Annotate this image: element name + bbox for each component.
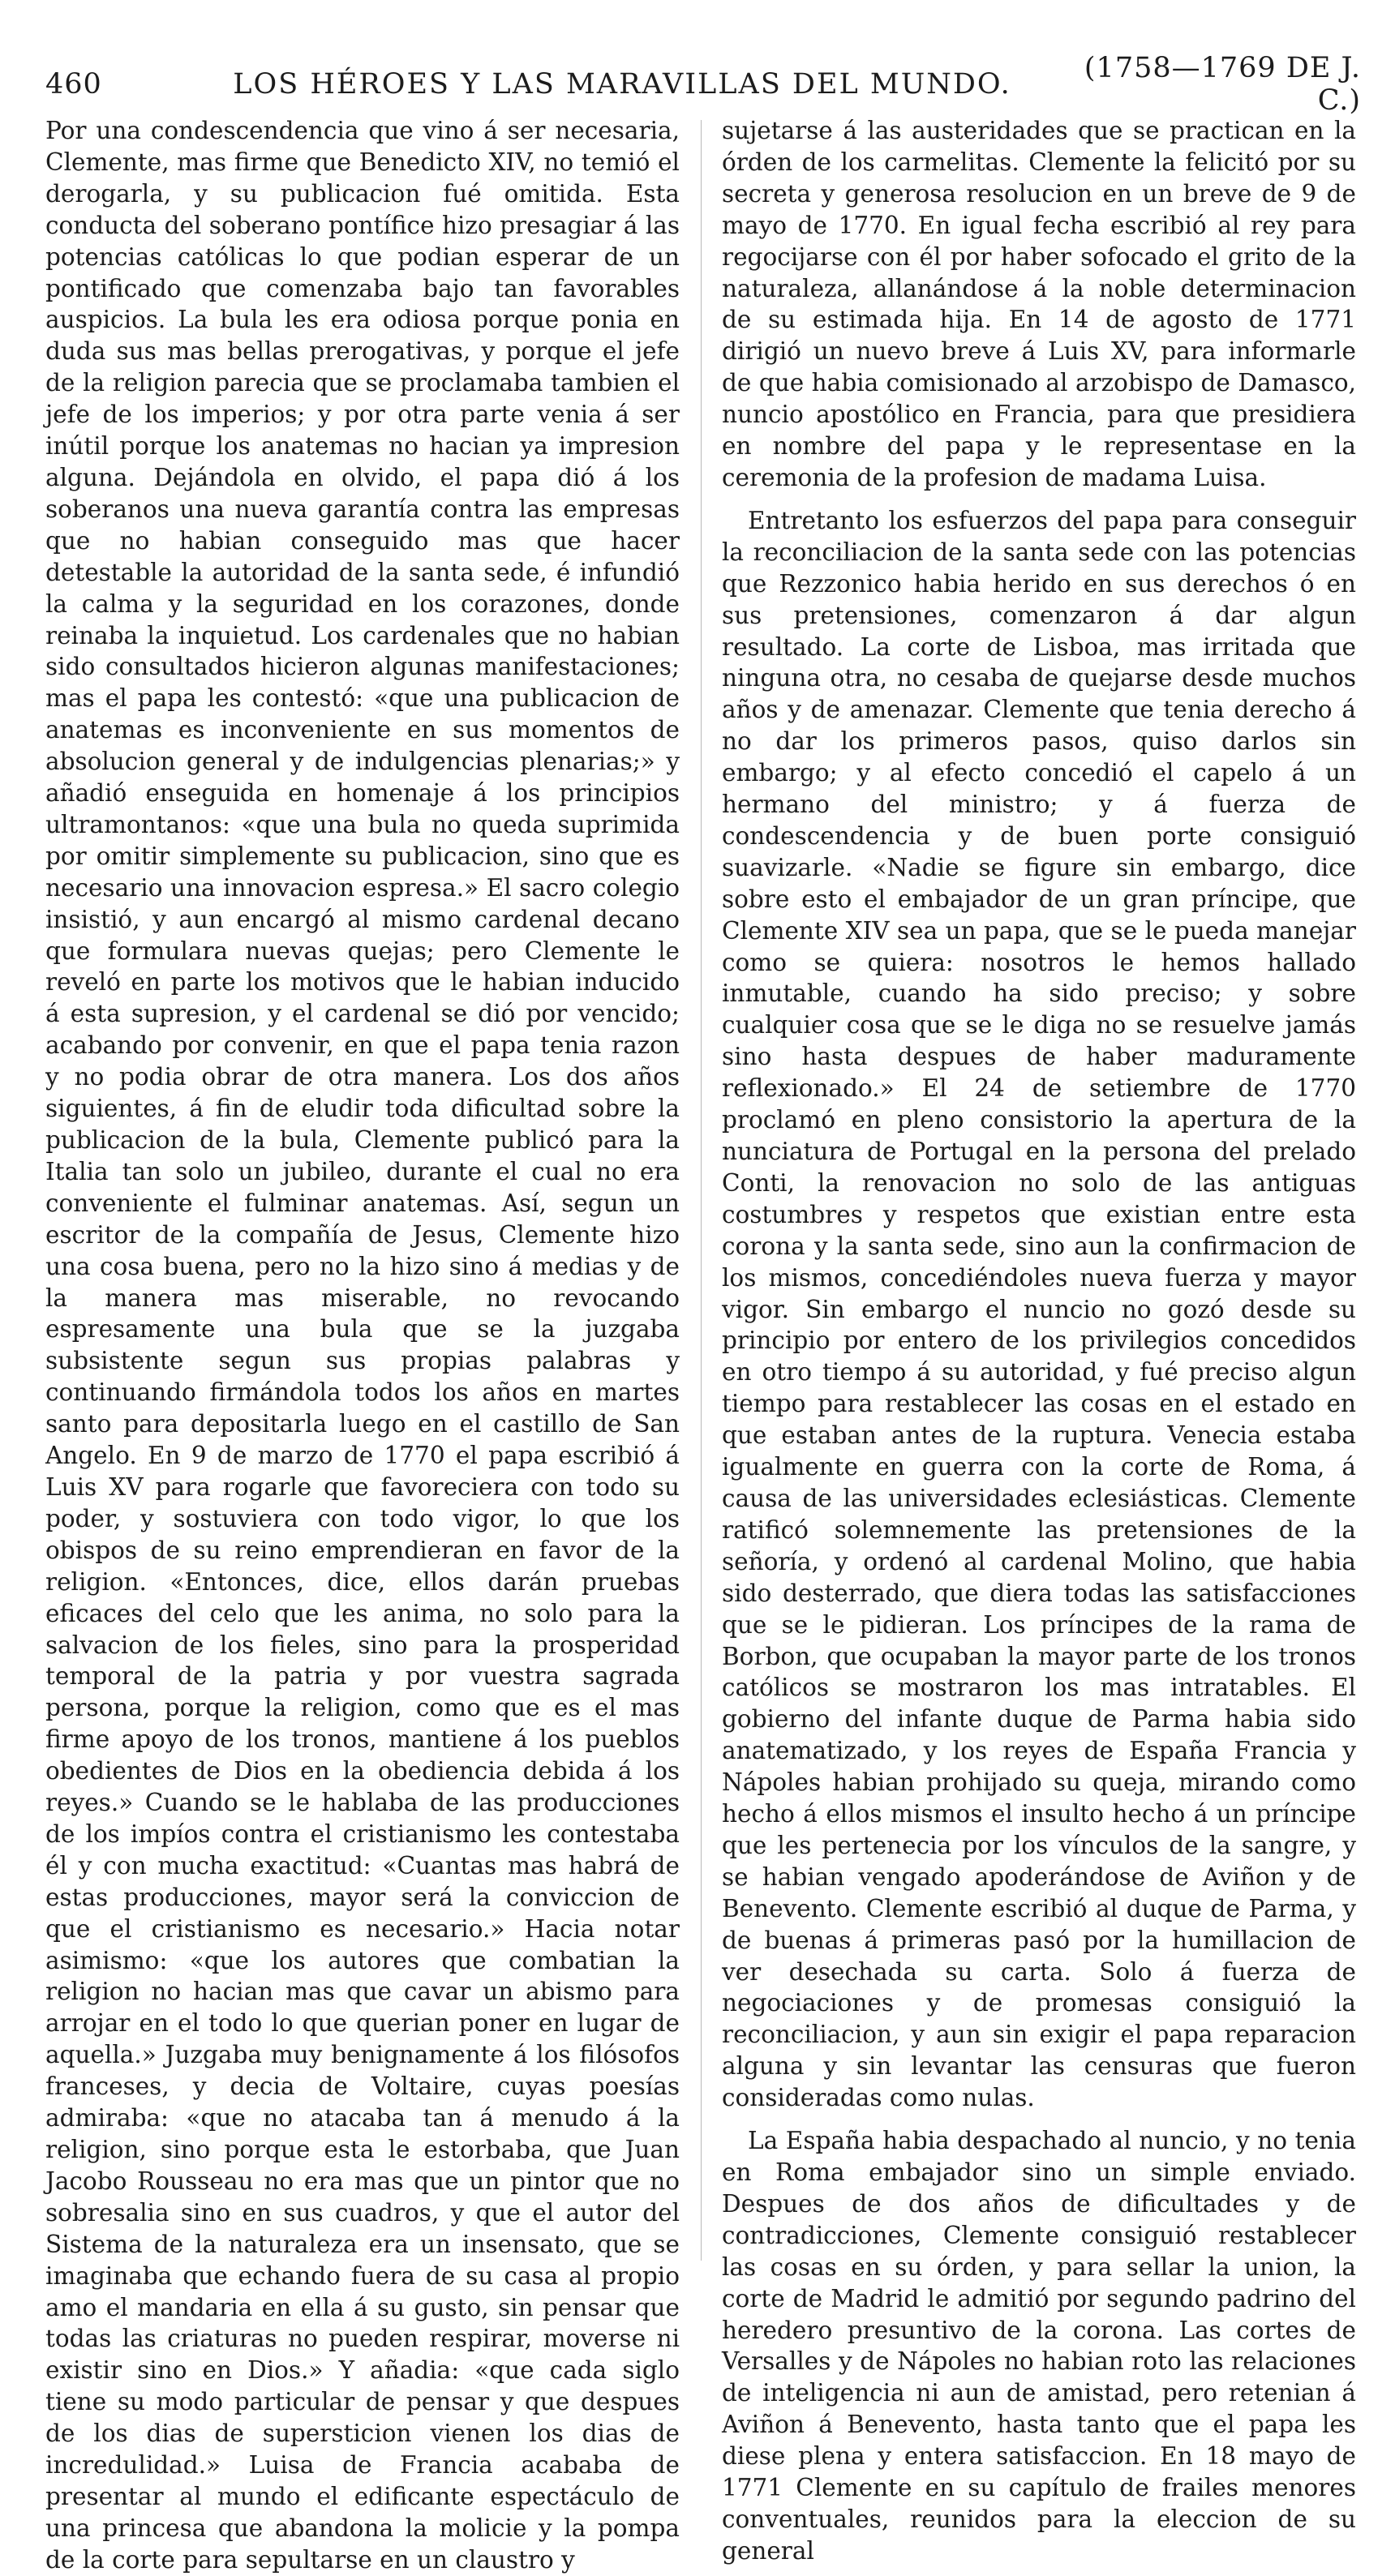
paragraph: La España habia despachado al nuncio, y no tenia en Roma embajador sino un simple enviado. Despues de dos años de dificultades y de contradicciones, Clemente consiguió restablecer las cosas en su órden, y para sellar la union, la corte de Madrid le admitió por segundo padrino del heredero presuntivo de la corona. Las cortes de Versalles y de Nápoles no habian roto las relaciones de inteligencia ni aun de amistad, pero retenian á Aviñon á Benevento, hasta tanto que el papa les diese plena y entera satisfaccion. En 18 mayo de 1771 Clemente en su capítulo de frailes menores conventuales, reunidos para la eleccion de su general xyxy=(722,2127,1356,2565)
date-range: (1758—1769 DE J. C.) xyxy=(1084,52,1361,117)
right-column xyxy=(722,115,1356,2565)
page-number: 460 xyxy=(45,68,102,101)
paragraph: Entretanto los esfuerzos del papa para conseguir la reconciliacion de la santa sede con las potencias que Rezzonico habia herido en sus derechos ó en sus pretensiones, comenzaron á dar algun resultado. La corte de Lisboa, mas irritada que ninguna otra, no cesaba de quejarse desde muchos años y de amenazar. Clemente que tenia derecho á no dar los primeros pasos, quiso darlos sin embargo; y al efecto concedió el capelo á un hermano del ministro; y á fuerza de condescendencia y de buen porte consiguió suavizarle. «Nadie se figure sin embargo, dice sobre esto el embajador de un gran príncipe, que Clemente XIV sea un papa, que se le pueda manejar como se quiera: nosotros le hemos hallado inmutable, cuando ha sido preciso; y sobre cualquier cosa que se le diga no se resuelve jamás sino hasta despues de haber maduramente reflexionado.» El 24 de setiembre de 1770 proclamó en pleno consistorio la apertura de la nunciatura de Portugal en la persona del prelado Conti, la renovacion no solo de las antiguas costumbres y respetos que existian entre esta corona y la santa sede, sino aun la confirmacion de los mismos, concediéndoles nueva fuerza y mayor vigor. Sin embargo el nuncio no gozó desde su principio por entero de los privilegios concedidos en otro tiempo á su autoridad, y fué preciso algun tiempo para restablecer las cosas en el estado en que estaban antes de la ruptura. Venecia estaba igualmente en guerra con la corte de Roma, á causa de las universidades eclesiásticas. Clemente ratificó solemnemente las pretensiones de la señoría, y ordenó al cardenal Molino, que habia sido desterrado, que diera todas las satisfacciones que se le pidieran. Los príncipes de la rama de Borbon, que ocupaban la mayor parte de los tronos católicos se mostraron los mas intratables. El gobierno del infante duque de Parma habia sido anatematizado, y los reyes de España Francia y Nápoles habian prohijado su queja, mirando como hecho á ellos mismos el insulto hecho á un príncipe que les pertenecia por los vínculos de la sangre, y se habian vengado apoderándose de Aviñon y de Benevento. Clemente escribió al duque de Parma, y de buenas á primeras pasó por la humillacion de ver desechada su carta. Solo á fuerza de negociaciones y de promesas consiguió la reconciliacion, y aun sin exigir el papa reparacion alguna y sin levantar las censuras que fueron consideradas como nulas. xyxy=(722,506,1356,2112)
running-header xyxy=(45,52,1361,117)
running-title: LOS HÉROES Y LAS MARAVILLAS DEL MUNDO. xyxy=(233,68,1011,101)
paragraph: sujetarse á las austeridades que se practican en la órden de los carmelitas. Clemente la felicitó por su secreta y generosa resolucion en un breve de 9 de mayo de 1770. En igual fecha escribió al rey para regocijarse con él por haber sofocado el grito de la naturaleza, allanándose á la noble determinacion de su estimada hija. En 14 de agosto de 1771 dirigió un nuevo breve á Luis XV, para informarle de que habia comisionado al arzobispo de Damasco, nuncio apostólico en Francia, para que presidiera en nombre del papa y le representase en la ceremonia de la profesion de madama Luisa. xyxy=(722,117,1356,491)
paragraph: Por una condescendencia que vino á ser necesaria, Clemente, mas firme que Benedicto XIV, no temió el derogarla, y su publicacion fué omitida. Esta conducta del soberano pontífice hizo presagiar á las potencias católicas lo que podian esperar de un pontificado que comenzaba bajo tan favorables auspicios. La bula les era odiosa porque ponia en duda sus mas bellas prerogativas, y porque el jefe de la religion parecia que se proclamaba tambien el jefe de los imperios; y por otra parte venia á ser inútil porque los anatemas no hacian ya impresion alguna. Dejándola en olvido, el papa dió á los soberanos una nueva garantía contra las empresas que no habian conseguido mas que hacer detestable la autoridad de la santa sede, é infundió la calma y la seguridad en los corazones, donde reinaba la inquietud. Los cardenales que no habian sido consultados hicieron algunas manifestaciones; mas el papa les contestó: «que una publicacion de anatemas es inconveniente en sus momentos de absolucion general y de indulgencias plenarias;» y añadió enseguida en homenaje á los principios ultramontanos: «que una bula no queda suprimida por omitir simplemente su publicacion, sino que es necesario una innovacion espresa.» El sacro colegio insistió, y aun encargó al mismo cardenal decano que formulara nuevas quejas; pero Clemente le reveló en parte los motivos que le habian inducido á esta supresion, y el cardenal se dió por vencido; acabando por convenir, en que el papa tenia razon y no podia obrar de otra manera. Los dos años siguientes, á fin de eludir toda dificultad sobre la publicacion de la bula, Clemente publicó para la Italia tan solo un jubileo, durante el cual no era conveniente el fulminar anatemas. Así, segun un escritor de la compañía de Jesus, Clemente hizo una cosa buena, pero no la hizo sino á medias y de la manera mas miserable, no revocando espresamente una bula que se la juzgaba subsistente segun sus propias palabras y continuando firmándola todos los años en martes santo para depositarla luego en el castillo de San Angelo. En 9 de marzo de 1770 el papa escribió á Luis XV para rogarle que favoreciera con todo su poder, y sostuviera con todo vigor, lo que los obispos de su reino emprendieran en favor de la religion. «Entonces, dice, ellos darán pruebas eficaces del celo que les anima, no solo para la salvacion de los fieles, sino para la prosperidad temporal de la patria y por vuestra sagrada persona, porque la religion, como que es el mas firme apoyo de los tronos, mantiene á los pueblos obedientes de Dios en la obediencia debida á los reyes.» Cuando se le hablaba de las producciones de los impíos contra el cristianismo les contestaba él y con mucha exactitud: «Cuantas mas habrá de estas producciones, mayor será la conviccion de que el cristianismo es necesario.» Hacia notar asimismo: «que los autores que combatian la religion no hacian mas que cavar un abismo para arrojar en el todo lo que querian poner en lugar de aquella.» Juzgaba muy benignamente á los filósofos franceses, y decia de Voltaire, cuyas poesías admiraba: «que no atacaba tan á menudo á la religion, sino porque esta le estorbaba, que Juan Jacobo Rousseau no era mas que un pintor que no sobresalia sino en sus cuadros, y que el autor del Sistema de la naturaleza era un insensato, que se imaginaba que echando fuera de su casa al propio amo el mandaria en ella á su gusto, sin pensar que todas las criaturas no pueden respirar, moverse ni existir sino en Dios.» Y añadia: «que cada siglo tiene su modo particular de pensar y que despues de los dias de supersticion vienen los dias de incredulidad.» Luisa de Francia acababa de presentar al mundo el edificante espectáculo de una princesa que abandona la molicie y la pompa de la corte para sepultarse en un claustro y xyxy=(45,117,680,2574)
column-divider xyxy=(701,120,702,2261)
left-column xyxy=(45,115,680,2574)
